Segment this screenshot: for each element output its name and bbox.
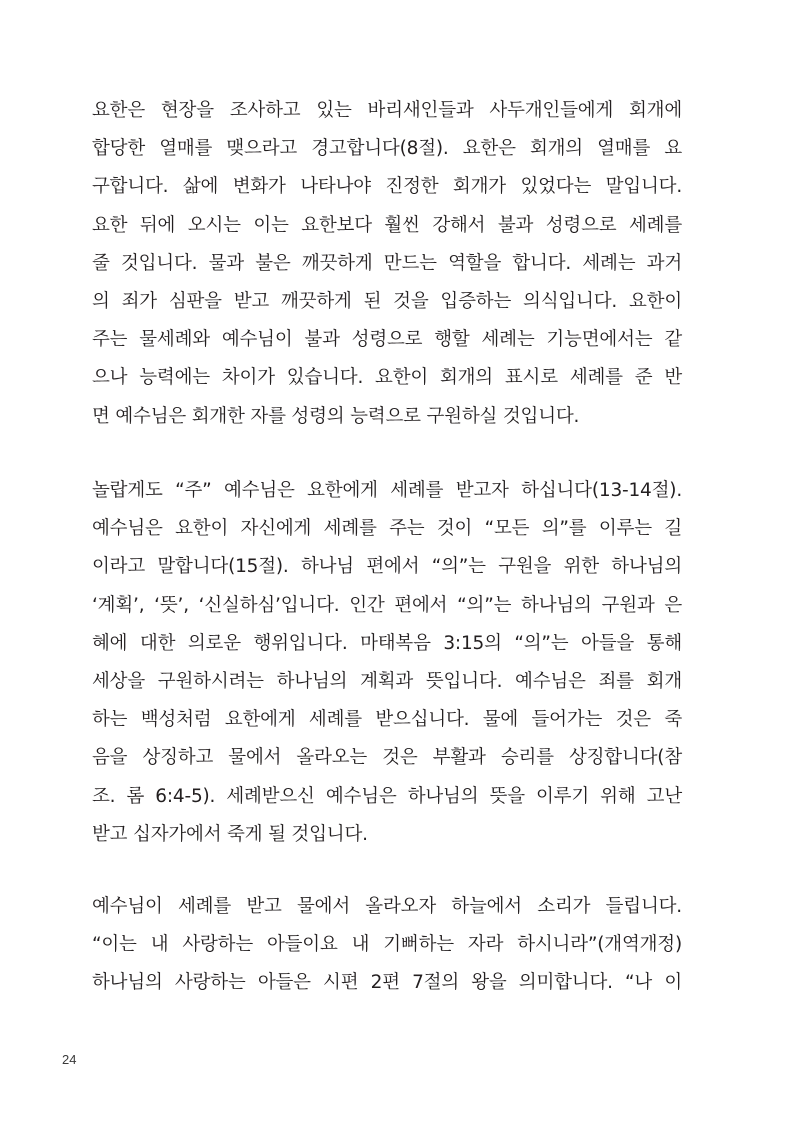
text-line: 예수님이 세례를 받고 물에서 올라오자 하늘에서 소리가 들립니다.: [92, 896, 682, 917]
text-line: 합당한 열매를 맺으라고 경고합니다(8절). 요한은 회개의 열매를 요: [92, 138, 682, 160]
text-line: 놀랍게도 “주” 예수님은 요한에게 세례를 받고자 하십니다(13-14절).: [92, 480, 682, 501]
text-line: 하는 백성처럼 요한에게 세례를 받으십니다. 물에 들어가는 것은 죽: [92, 709, 682, 731]
text-line: 면 예수님은 회개한 자를 성령의 능력으로 구원하실 것입니다.: [92, 405, 580, 427]
text-line: 음을 상징하고 물에서 올라오는 것은 부활과 승리를 상징합니다(참: [92, 747, 682, 769]
paragraph-1: [92, 92, 682, 436]
text-line: 받고 십자가에서 죽게 될 것입니다.: [92, 823, 368, 845]
text-line: 예수님은 요한이 자신에게 세례를 주는 것이 “모든 의”를 이루는 길: [92, 518, 682, 540]
text-line: ‘계획’, ‘뜻’, ‘신실하심’입니다. 인간 편에서 “의”는 하나님의 구원과 은: [92, 594, 682, 616]
paragraph-3: [92, 888, 682, 1003]
text-line: “이는 내 사랑하는 아들이요 내 기뻐하는 자라 하시니라”(개역개정): [92, 934, 682, 956]
text-line: 조. 롬 6:4-5). 세례받으신 예수님은 하나님의 뜻을 이루기 위해 고난: [92, 785, 682, 807]
page-number: 24: [62, 1052, 77, 1067]
text-line: 의 죄가 심판을 받고 깨끗하게 된 것을 입증하는 의식입니다. 요한이: [92, 290, 682, 312]
text-line: 요한은 현장을 조사하고 있는 바리새인들과 사두개인들에게 회개에: [92, 100, 682, 121]
text-line: 주는 물세례와 예수님이 불과 성령으로 행할 세례는 기능면에서는 같: [92, 329, 682, 351]
text-line: 요한 뒤에 오시는 이는 요한보다 훨씬 강해서 불과 성령으로 세례를: [92, 214, 682, 236]
text-line: 혜에 대한 의로운 행위입니다. 마태복음 3:15의 “의”는 아들을 통해: [92, 632, 682, 654]
text-line: 구합니다. 삶에 변화가 나타나야 진정한 회개가 있었다는 말입니다.: [92, 176, 682, 198]
text-line: 으나 능력에는 차이가 있습니다. 요한이 회개의 표시로 세례를 준 반: [92, 367, 682, 389]
text-line: 줄 것입니다. 물과 불은 깨끗하게 만드는 역할을 합니다. 세례는 과거: [92, 252, 682, 274]
text-line: 이라고 말합니다(15절). 하나님 편에서 “의”는 구원을 위한 하나님의: [92, 556, 682, 578]
paragraph-2: [92, 472, 682, 854]
text-line: 하나님의 사랑하는 아들은 시편 2편 7절의 왕을 의미합니다. “나 이: [92, 972, 682, 994]
text-line: 세상을 구원하시려는 하나님의 계획과 뜻입니다. 예수님은 죄를 회개: [92, 670, 682, 692]
